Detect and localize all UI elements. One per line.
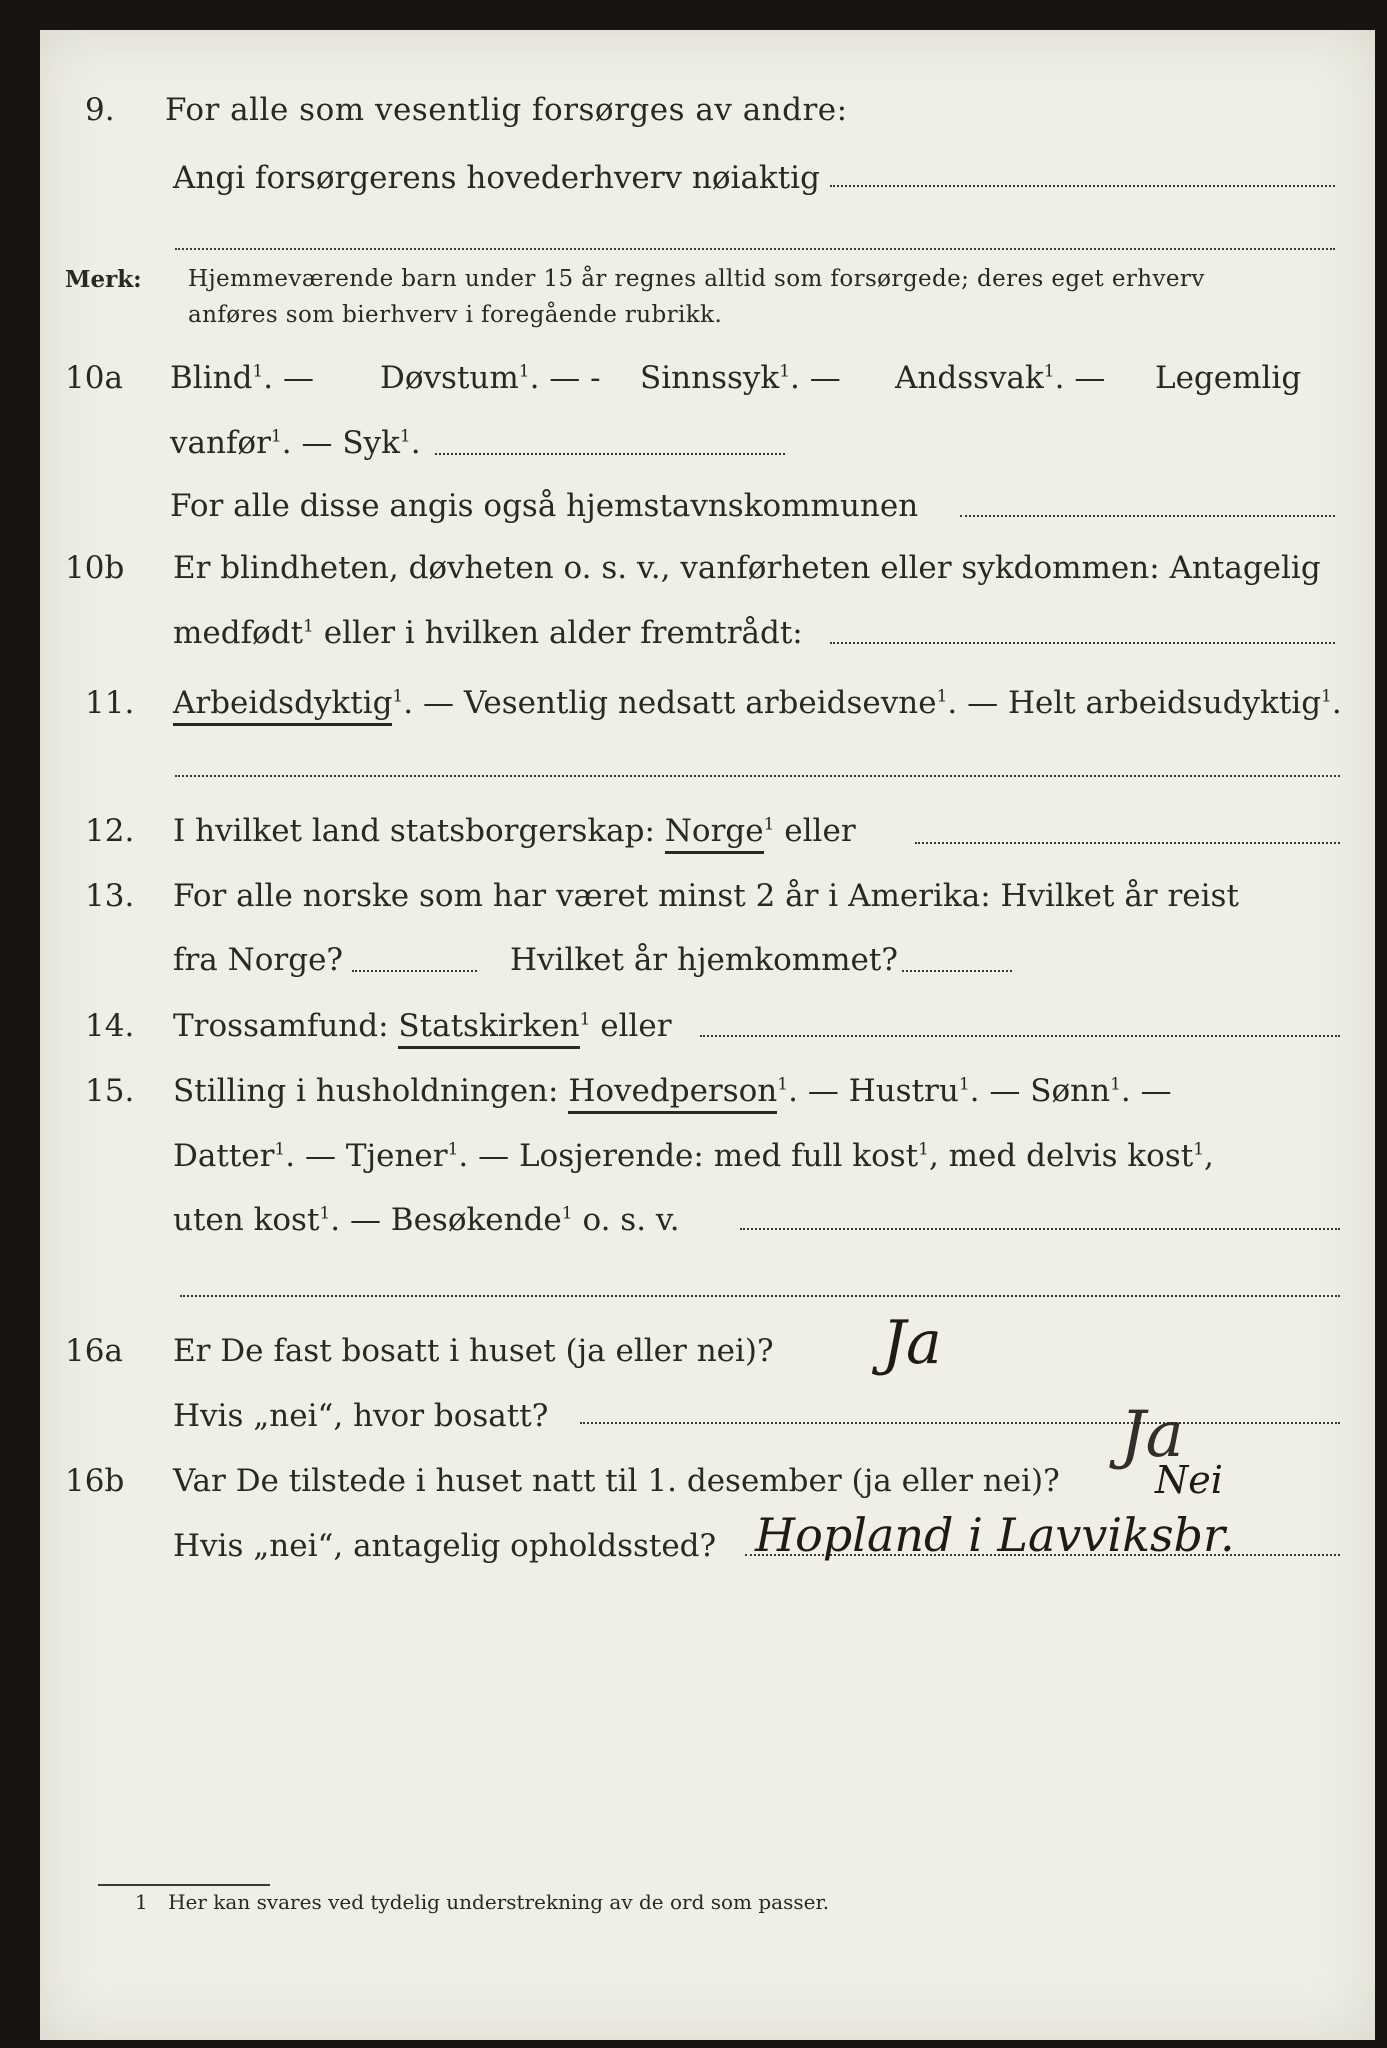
answer-line	[180, 1295, 1340, 1297]
footnote-text: Her kan svares ved tydelig understrekning av de ord som passer.	[168, 1890, 830, 1914]
footnote-mark: 1	[135, 1890, 148, 1914]
question-text: I hvilket land statsborgerskap: Norge$^1$ eller	[173, 813, 856, 849]
answer-line	[740, 1228, 1340, 1230]
question-text: Angi forsørgerens hovederhverv nøiaktig	[173, 160, 820, 196]
question-number: 13.	[85, 878, 135, 914]
question-number: 14.	[85, 1008, 135, 1044]
question-text: Trossamfund: Statskirken$^1$ eller	[173, 1008, 672, 1044]
question-text: fra Norge?	[173, 942, 344, 978]
option-dovstum: Døvstum$^1$. — -	[380, 360, 601, 396]
footnote	[135, 1890, 829, 1914]
question-text: medfødt$^1$ eller i hvilken alder fremtrådt:	[173, 615, 803, 651]
handwritten-overwrite-ja: Ja	[1120, 1398, 1184, 1472]
question-number: 16a	[65, 1333, 123, 1369]
answer-line	[435, 453, 785, 455]
answer-line	[902, 970, 1012, 972]
question-number: 15.	[85, 1073, 135, 1109]
option-statskirken-underlined: Statskirken	[398, 1008, 579, 1049]
question-number: 16b	[65, 1463, 125, 1499]
note-label: Merk:	[65, 266, 142, 293]
option-hovedperson-underlined: Hovedperson	[568, 1073, 777, 1114]
handwritten-answer-nei: Nei	[1155, 1458, 1223, 1502]
answer-line	[830, 642, 1335, 644]
option-blind: Blind$^1$. —	[170, 360, 314, 396]
answer-line	[175, 248, 1335, 250]
question-text: Datter$^1$. — Tjener$^1$. — Losjerende: med full kost$^1$, med delvis kost$^1$,	[173, 1138, 1214, 1174]
question-number: 10a	[65, 360, 123, 396]
answer-line	[960, 515, 1335, 517]
question-text: For alle som vesentlig forsørges av andre:	[165, 92, 848, 128]
option-norge-underlined: Norge	[665, 813, 764, 854]
option-andssvak: Andssvak$^1$. —	[895, 360, 1106, 396]
note-text: anføres som bierhverv i foregående rubrikk.	[188, 302, 723, 328]
answer-line	[915, 842, 1340, 844]
option-vanfor: vanfør$^1$. — Syk$^1$.	[170, 425, 421, 461]
answer-line	[352, 970, 477, 972]
answer-line	[700, 1035, 1340, 1037]
question-number: 10b	[65, 550, 125, 586]
answer-line	[830, 185, 1335, 187]
question-text: Hvis „nei“, hvor bosatt?	[173, 1398, 549, 1434]
option-sinnssyk: Sinnssyk$^1$. —	[640, 360, 841, 396]
question-text: uten kost$^1$. — Besøkende$^1$ o. s. v.	[173, 1202, 680, 1238]
answer-line	[175, 775, 1340, 777]
question-text: Var De tilstede i huset natt til 1. desember (ja eller nei)?	[173, 1463, 1060, 1499]
question-text: For alle norske som har været minst 2 år i Amerika: Hvilket år reist	[173, 878, 1239, 914]
question-number: 12.	[85, 813, 135, 849]
note-text: Hjemmeværende barn under 15 år regnes alltid som forsørgede; deres eget erhverv	[188, 266, 1205, 292]
handwritten-answer-ja: Ja	[882, 1308, 942, 1378]
question-text: Er De fast bosatt i huset (ja eller nei)?	[173, 1333, 774, 1369]
question-number: 11.	[85, 685, 135, 721]
question-text: Hvilket år hjemkommet?	[510, 942, 898, 978]
question-text: Stilling i husholdningen: Hovedperson$^1$. — Hustru$^1$. — Sønn$^1$. —	[173, 1073, 1172, 1109]
footnote-rule	[98, 1884, 270, 1886]
question-text: Er blindheten, døvheten o. s. v., vanførheten eller sykdommen: Antagelig	[173, 550, 1321, 586]
options-work-capacity: Arbeidsdyktig$^1$. — Vesentlig nedsatt arbeidsevne$^1$. — Helt arbeidsudyktig$^1$.	[173, 685, 1342, 721]
question-number: 9.	[85, 92, 115, 128]
option-legemlig: Legemlig	[1155, 360, 1302, 396]
answer-line	[580, 1422, 1340, 1424]
handwritten-answer-opholdssted: Hopland i Lavviksbr.	[755, 1508, 1235, 1562]
census-form-page	[40, 30, 1375, 2040]
option-arbeidsdyktig-underlined: Arbeidsdyktig	[173, 685, 392, 726]
question-text: Hvis „nei“, antagelig opholdssted?	[173, 1528, 717, 1564]
question-text: For alle disse angis også hjemstavnskommunen	[170, 488, 919, 524]
